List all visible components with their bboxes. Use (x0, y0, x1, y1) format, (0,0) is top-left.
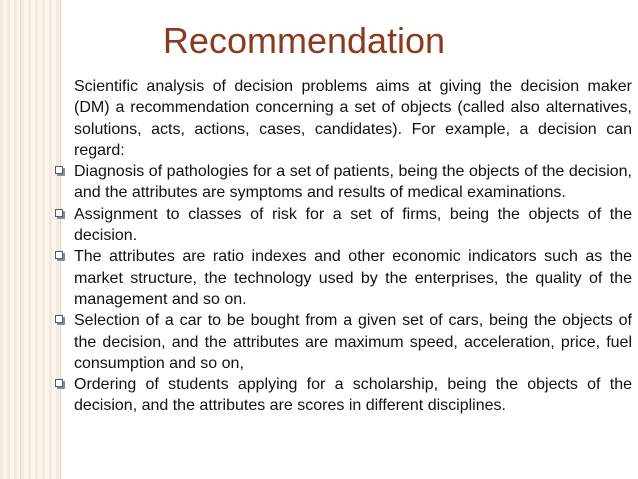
square-bullet-icon (55, 315, 63, 323)
square-bullet-icon (55, 166, 63, 174)
bullet-item (74, 204, 632, 247)
decoration-line (60, 0, 61, 479)
decoration-line (20, 0, 21, 479)
square-bullet-icon (55, 209, 63, 217)
left-decoration (0, 0, 60, 479)
bullet-item (74, 161, 632, 204)
slide-content (74, 76, 632, 417)
slide-title-text: Recommendation (162, 20, 446, 61)
bullet-item (74, 374, 632, 417)
bullet-text: Diagnosis of pathologies for a set of patients, being the objects of the decision, and the attributes are symptoms and results of medical examinations. (74, 163, 632, 202)
square-bullet-icon (55, 251, 63, 259)
square-bullet-icon (55, 379, 63, 387)
bullet-text: The attributes are ratio indexes and other economic indicators such as the market structure, the technology used by the enterprises, the quality of the management and so on. (74, 248, 632, 308)
bullet-item (74, 310, 632, 374)
bullet-item (74, 246, 632, 310)
bullet-text: Assignment to classes of risk for a set of firms, being the objects of the decision. (74, 205, 632, 245)
slide-title (0, 20, 638, 62)
bullet-text: Ordering of students applying for a scholarship, being the objects of the decision, and the attributes are scores in different disciplines. (74, 376, 632, 415)
bullet-text: Selection of a car to be bought from a given set of cars, being the objects of the decision, and the attributes are maximum speed, acceleration, price, fuel consumption and so on, (74, 312, 632, 372)
intro-paragraph: Scientific analysis of decision problems aims at giving the decision maker (DM) a recommendation concerning a set of objects (called also alternatives, solutions, acts, actions, cases, candidates). For example, a decision can regard: (74, 78, 632, 159)
